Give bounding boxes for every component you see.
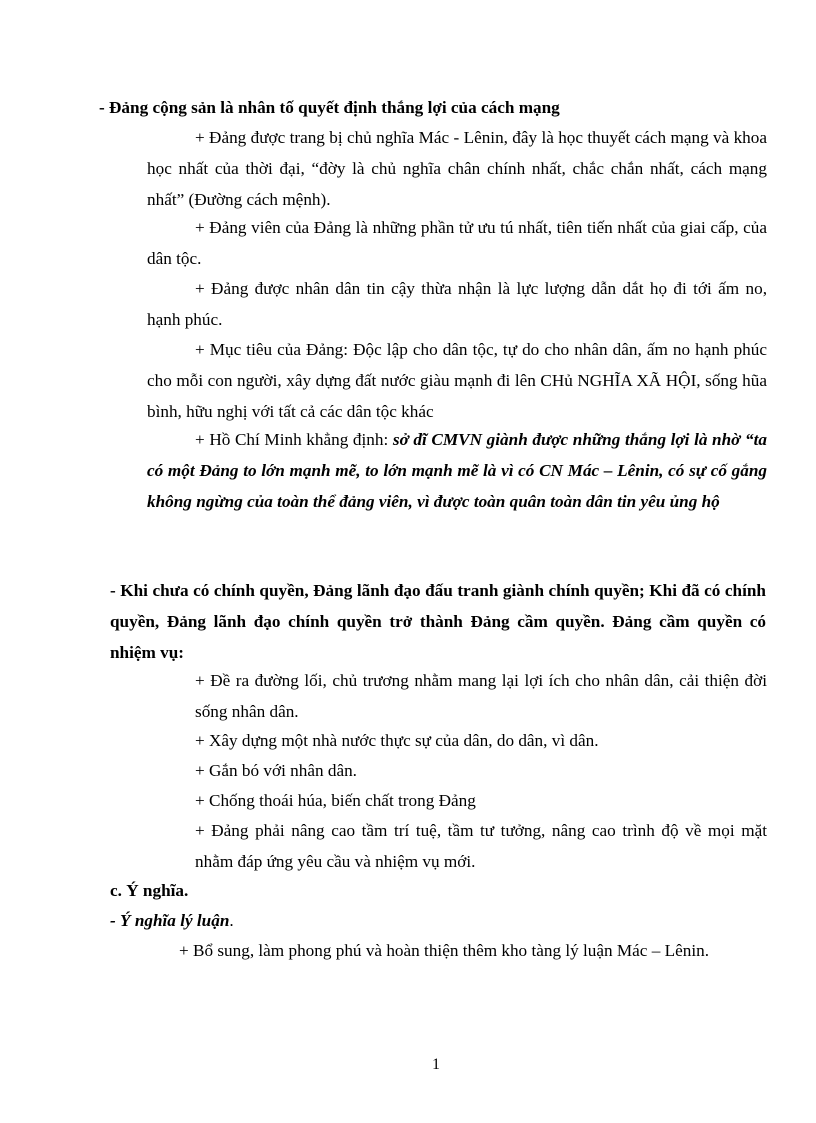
list-item: + Chống thoái húa, biến chất trong Đảng xyxy=(195,791,476,810)
section-title: c. Ý nghĩa. xyxy=(110,881,189,900)
subsection-title-text: - Ý nghĩa lý luận xyxy=(110,911,230,930)
paragraph-party-members: + Đảng viên của Đảng là những phần tử ưu tú nhất, tiên tiến nhất của giai cấp, của dân tộc. xyxy=(147,218,767,268)
subsection-title xyxy=(110,905,710,936)
paragraph-marxism-lenism: + Đảng được trang bị chủ nghĩa Mác - Lênin, đây là học thuyết cách mạng và khoa học nhất của thời đại, “đờy là chủ nghĩa chân chính nhất, chắc chắn nhất, cách mạng nhất” (Đường cách mệnh). xyxy=(147,128,767,209)
quote-lead-text: + Hồ Chí Minh khẳng định: xyxy=(195,430,393,449)
paragraph-theory-significance: + Bổ sung, làm phong phú và hoàn thiện thêm kho tàng lý luận Mác – Lênin. xyxy=(179,941,710,960)
list-item: + Đảng phải nâng cao tầm trí tuệ, tầm tư tưởng, nâng cao trình độ về mọi mặt nhằm đáp ứng yêu cầu và nhiệm vụ mới. xyxy=(195,821,767,871)
page-number: 1 xyxy=(432,1056,440,1073)
heading-ruling-party-tasks: - Khi chưa có chính quyền, Đảng lãnh đạo đấu tranh giành chính quyền; Khi đã có chính quyền, Đảng lãnh đạo chính quyền trở thành Đảng cầm quyền. Đảng cầm quyền có nhiệm vụ: xyxy=(110,581,766,662)
list-item: + Đề ra đường lối, chủ trương nhằm mang lại lợi ích cho nhân dân, cải thiện đời sống nhân dân. xyxy=(195,671,767,721)
paragraph-ho-chi-minh-quote xyxy=(147,424,767,517)
heading-party-decisive-factor: - Đảng cộng sản là nhân tố quyết định thắng lợi của cách mạng xyxy=(99,98,560,117)
list-item: + Gắn bó với nhân dân. xyxy=(195,761,357,780)
list-item: + Xây dựng một nhà nước thực sự của dân, do dân, vì dân. xyxy=(195,731,599,750)
quote-emphasis-text: sở dĩ CMVN giành được những thắng lợi là nhờ “ta có một Đảng to lớn mạnh mẽ, to lớn mạnh mẽ là vì có CN Mác – Lênin, có sự cố gắng không ngừng của toàn thể đảng viên, vì được toàn quân toàn dân tin yêu ủng hộ xyxy=(147,430,767,511)
subsection-title-period: . xyxy=(229,911,234,930)
paragraph-people-trust: + Đảng được nhân dân tin cậy thừa nhận là lực lượng dẫn dắt họ đi tới ấm no, hạnh phúc. xyxy=(147,279,767,329)
paragraph-party-goals: + Mục tiêu của Đảng: Độc lập cho dân tộc, tự do cho nhân dân, ấm no hạnh phúc cho mỗi con người, xây dựng đất nước giàu mạnh đi lên CHủ NGHĨA XÃ HỘI, sống hũa bình, hữu nghị với tất cả các dân tộc khác xyxy=(147,340,767,421)
